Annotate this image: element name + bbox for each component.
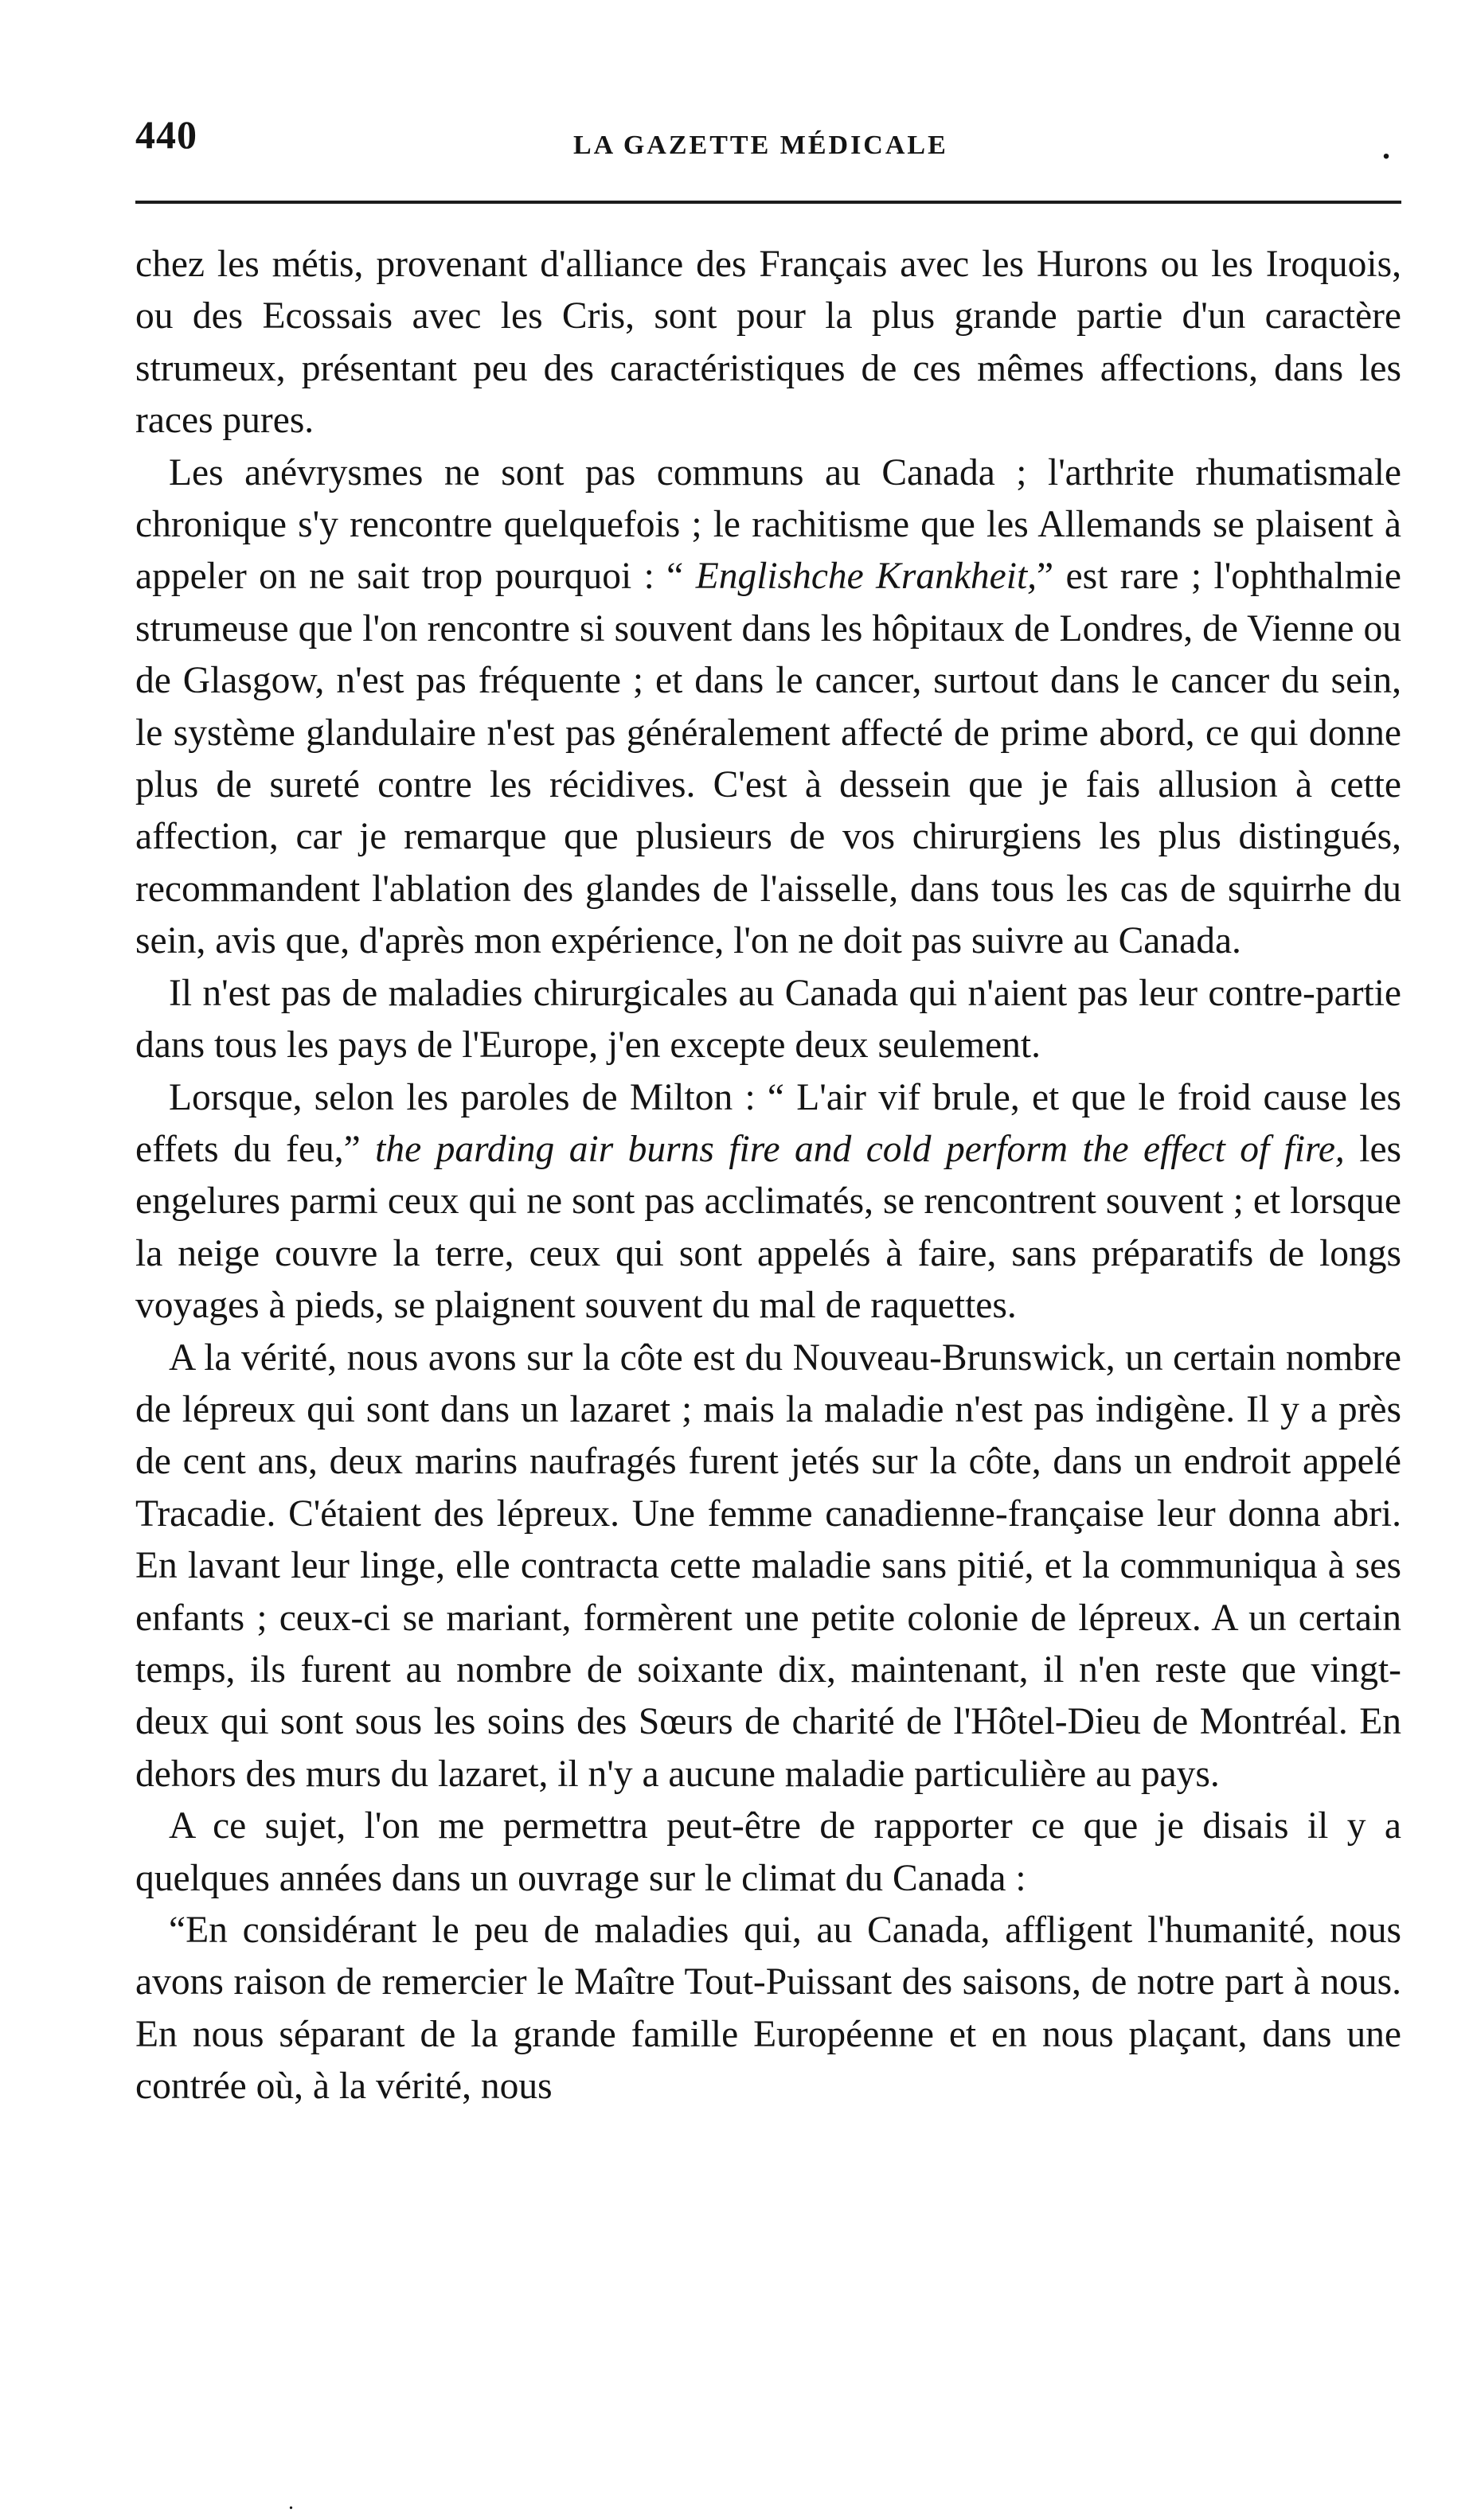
- paragraph-6: A ce sujet, l'on me permettra peut-être de rapporter ce que je disais il y a quelques années dans un ouvrage sur le climat du Canada :: [135, 1805, 1401, 1899]
- footer-mark: .: [288, 2490, 294, 2514]
- paragraph-4-italic: the parding air burns fire and cold perform the effect of fire,: [375, 1128, 1345, 1170]
- paragraph-2-start: Les anévrysmes ne sont pas communs au Canada ; l'arthrite rhumatismale chronique s'y rencontre quelquefois ; le rachitisme que les Allemands se plaisent à appeler on ne sait trop pourquoi : “: [135, 451, 1401, 598]
- header-mark: .: [1382, 130, 1390, 166]
- paragraph-7: “En considérant le peu de maladies qui, au Canada, affligent l'humanité, nous avons raison de remercier le Maître Tout-Puissant des saisons, de notre part à nous. En nous séparant de la grande famille Européenne et en nous plaçant, dans une contrée où, à la vérité, nous: [135, 1910, 1401, 2108]
- paragraph-2-italic: Englishche Krankheit,: [695, 556, 1037, 598]
- header-rule: [135, 201, 1401, 204]
- paragraph-3: Il n'est pas de maladies chirurgicales au Canada qui n'aient pas leur contre-partie dans tous les pays de l'Europe, j'en excepte deux seulement.: [135, 972, 1401, 1067]
- paragraph-4: [135, 1072, 1401, 1332]
- paragraph-1: chez les métis, provenant d'alliance des Français avec les Hurons ou les Iroquois, ou des Ecossais avec les Cris, sont pour la plus grande partie d'un caractère strumeux, présentant peu des caractéristiques de ces mêmes affections, dans les races pures.: [135, 244, 1401, 442]
- page-header: [135, 102, 1401, 166]
- body-text: [135, 239, 1401, 2113]
- paragraph-2-end: ” est rare ; l'ophthalmie strumeuse que l'on rencontre si souvent dans les hôpitaux de Londres, de Vienne ou de Glasgow, n'est pas fréquente ; et dans le cancer, surtout dans le cancer du sein, le système glandulaire n'est pas généralement affecté de prime abord, ce qui donne plus de sureté contre les récidives. C'est à dessein que je fais allusion à cette affection, car je remarque que plusieurs de vos chirurgiens les plus distingués, recommandent l'ablation des glandes de l'aisselle, dans tous les cas de squirrhe du sein, avis que, d'après mon expérience, l'on ne doit pas suivre au Canada.: [135, 556, 1401, 962]
- paragraph-4-start: Lorsque, selon les paroles de Milton : “ L'air vif brule, et que le froid cause les effets du feu,”: [135, 1076, 1401, 1170]
- paragraph-4-end: les engelures parmi ceux qui ne sont pas acclimatés, se rencontrent souvent ; et lorsque la neige couvre la terre, ceux qui sont appelés à faire, sans préparatifs de longs voyages à pieds, se plaignent souvent du mal de raquettes.: [135, 1128, 1402, 1327]
- paragraph-5: A la vérité, nous avons sur la côte est du Nouveau-Brunswick, un certain nombre de lépreux qui sont dans un lazaret ; mais la maladie n'est pas indigène. Il y a près de cent ans, deux marins naufragés furent jetés sur la côte, dans un endroit appelé Tracadie. C'étaient des lépreux. Une femme canadienne-française leur donna abri. En lavant leur linge, elle contracta cette maladie sans pitié, et la communiqua à ses enfants ; ceux-ci se mariant, formèrent une petite colonie de lépreux. A un certain temps, ils furent au nombre de soixante dix, maintenant, il n'en reste que vingt-deux qui sont sous les soins des Sœurs de charité de l'Hôtel-Dieu de Montréal. En dehors des murs du lazaret, il n'y a aucune maladie particulière au pays.: [135, 1336, 1401, 1795]
- paragraph-2: [135, 447, 1401, 968]
- page-number: 440: [135, 112, 197, 157]
- running-title: LA GAZETTE MÉDICALE: [573, 131, 948, 160]
